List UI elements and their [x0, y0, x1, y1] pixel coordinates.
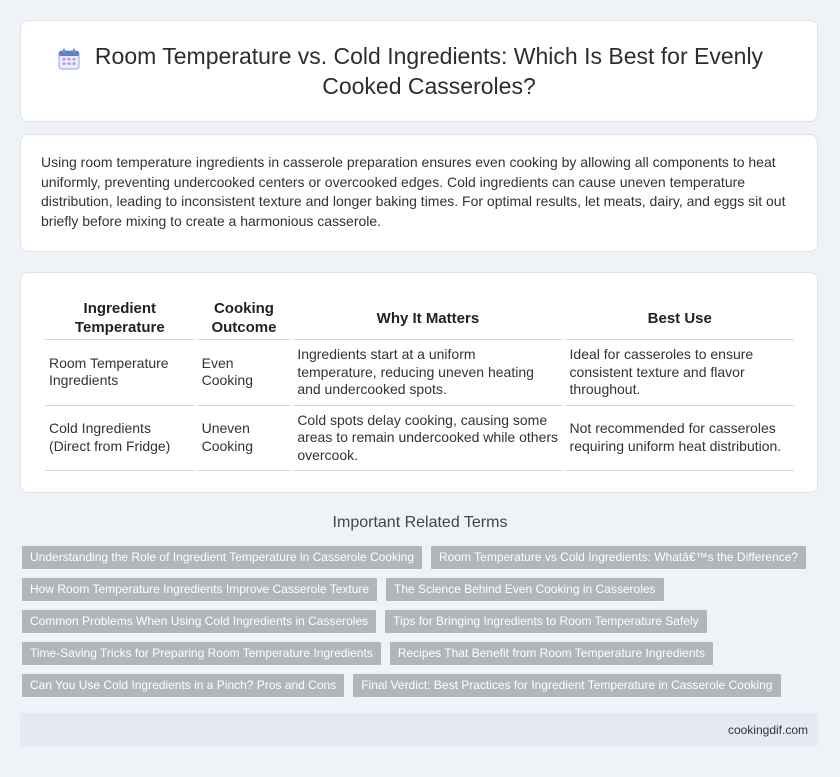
intro-card [20, 134, 818, 252]
table-cell: Ingredients start at a uniform temperature, reducing uneven heating and undercooked spots. [293, 340, 562, 406]
comparison-table-card [20, 272, 818, 493]
footer-site-link[interactable]: cookingdif.com [727, 722, 808, 737]
page-title: Room Temperature vs. Cold Ingredients: Which Is Best for Evenly Cooked Casseroles? [94, 43, 764, 99]
table-cell: Even Cooking [198, 340, 291, 406]
related-term-link[interactable]: Common Problems When Using Cold Ingredients in Casseroles [22, 610, 376, 633]
table-row [45, 340, 794, 406]
related-term-link[interactable]: Tips for Bringing Ingredients to Room Temperature Safely [385, 610, 706, 633]
related-term-link[interactable]: Understanding the Role of Ingredient Temperature in Casserole Cooking [22, 546, 422, 569]
table-cell: Uneven Cooking [198, 406, 291, 472]
table-cell: Room Temperature Ingredients [45, 340, 195, 406]
comparison-table [42, 297, 797, 471]
column-header-cooking-outcome: Cooking Outcome [198, 297, 291, 340]
related-term-link[interactable]: Recipes That Benefit from Room Temperature Ingredients [390, 642, 713, 665]
column-header-why-it-matters: Why It Matters [293, 297, 562, 340]
related-term-link[interactable]: The Science Behind Even Cooking in Casseroles [386, 578, 663, 601]
table-row [45, 406, 794, 472]
related-terms-heading: Important Related Terms [332, 514, 508, 531]
related-term-link[interactable]: Final Verdict: Best Practices for Ingredient Temperature in Casserole Cooking [353, 674, 780, 697]
calendar-icon [57, 47, 81, 71]
table-cell: Cold spots delay cooking, causing some areas to remain undercooked while others overcook. [293, 406, 562, 472]
footer [20, 713, 818, 746]
related-term-link[interactable]: Time-Saving Tricks for Preparing Room Temperature Ingredients [22, 642, 381, 665]
related-term-link[interactable]: How Room Temperature Ingredients Improve Casserole Texture [22, 578, 377, 601]
header-content [21, 21, 817, 121]
column-header-ingredient-temperature: Ingredient Temperature [45, 297, 195, 340]
related-term-link[interactable]: Room Temperature vs Cold Ingredients: Whatâ€™s the Difference? [431, 546, 806, 569]
related-terms-list [22, 546, 812, 697]
table-cell: Cold Ingredients (Direct from Fridge) [45, 406, 195, 472]
table-cell: Ideal for casseroles to ensure consistent texture and flavor throughout. [566, 340, 794, 406]
table-cell: Not recommended for casseroles requiring uniform heat distribution. [566, 406, 794, 472]
intro-paragraph: Using room temperature ingredients in casserole preparation ensures even cooking by allowing all components to heat uniformly, preventing undercooked centers or overcooked edges. Cold ingredients can cause uneven temperature distribution, leading to inconsistent texture and longer baking times. For optimal results, let meats, dairy, and eggs sit out briefly before mixing to create a harmonious casserole. [41, 154, 786, 229]
column-header-best-use: Best Use [566, 297, 794, 340]
table-header-row [45, 297, 794, 340]
header-card [20, 20, 818, 122]
related-term-link[interactable]: Can You Use Cold Ingredients in a Pinch? Pros and Cons [22, 674, 344, 697]
